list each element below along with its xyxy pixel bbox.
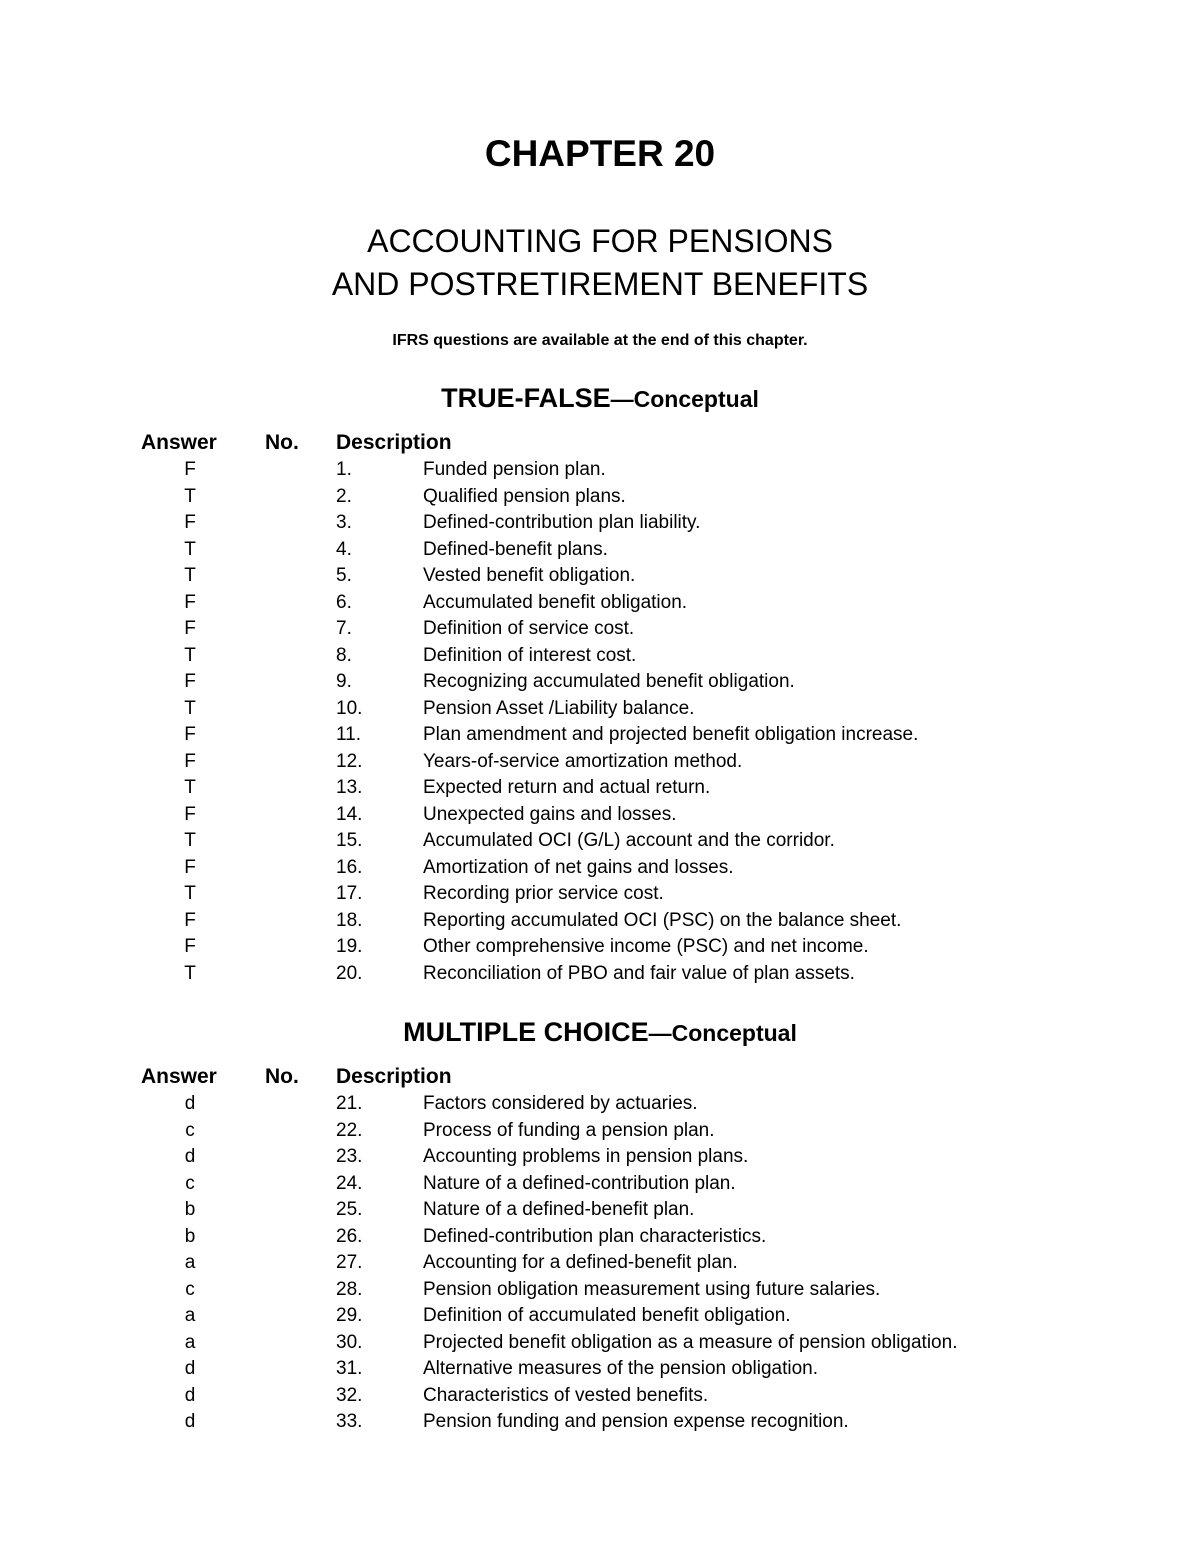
description-cell: Recognizing accumulated benefit obligation. [423, 671, 795, 692]
description-cell: Definition of accumulated benefit obligation. [423, 1305, 791, 1326]
list-item [0, 1197, 1200, 1224]
description-cell: Process of funding a pension plan. [423, 1119, 715, 1141]
description-cell: Characteristics of vested benefits. [423, 1384, 709, 1406]
list-item [0, 510, 1200, 537]
multiple-choice-heading [0, 1015, 1200, 1050]
answer-cell: F [184, 671, 196, 692]
number-cell: 2. [336, 485, 352, 507]
number-cell: 17. [336, 883, 363, 904]
answer-cell: T [184, 777, 196, 798]
list-item [0, 1277, 1200, 1304]
description-cell: Years-of-service amortization method. [423, 750, 743, 772]
list-item [0, 961, 1200, 988]
description-cell: Defined-contribution plan characteristics. [423, 1225, 767, 1247]
description-cell: Plan amendment and projected benefit obligation increase. [423, 724, 919, 745]
list-item [0, 1118, 1200, 1145]
number-cell: 15. [336, 830, 363, 851]
list-item [0, 457, 1200, 484]
number-cell: 3. [336, 512, 352, 533]
description-cell: Definition of service cost. [423, 618, 635, 639]
list-item [0, 484, 1200, 511]
list-item [0, 828, 1200, 855]
list-item [0, 802, 1200, 829]
description-cell: Nature of a defined-contribution plan. [423, 1172, 736, 1194]
description-column-header: Description [336, 431, 452, 454]
list-item [0, 934, 1200, 961]
answer-cell: T [184, 883, 196, 904]
description-cell: Unexpected gains and losses. [423, 803, 677, 825]
description-cell: Accumulated OCI (G/L) account and the corridor. [423, 830, 835, 851]
number-cell: 5. [336, 565, 352, 586]
answer-cell: T [184, 644, 196, 666]
list-item [0, 1330, 1200, 1357]
answer-cell: c [185, 1278, 195, 1300]
number-column-header: No. [265, 1065, 299, 1088]
chapter-heading: CHAPTER 20 [484, 133, 716, 174]
number-cell: 7. [336, 618, 352, 639]
list-item [0, 855, 1200, 882]
number-column-header: No. [265, 431, 299, 454]
description-cell: Vested benefit obligation. [423, 565, 636, 586]
answer-cell: F [184, 750, 196, 772]
list-item [0, 908, 1200, 935]
ifrs-note: IFRS questions are available at the end of this chapter. [392, 332, 808, 349]
description-cell: Reporting accumulated OCI (PSC) on the balance sheet. [423, 909, 902, 931]
description-cell: Pension funding and pension expense recognition. [423, 1411, 849, 1432]
description-cell: Expected return and actual return. [423, 777, 711, 798]
number-cell: 29. [336, 1305, 363, 1326]
list-item [0, 1171, 1200, 1198]
answer-cell: F [184, 591, 196, 613]
number-cell: 9. [336, 671, 352, 692]
answer-cell: b [184, 1225, 196, 1247]
number-cell: 10. [336, 697, 363, 719]
chapter-title-line-2: AND POSTRETIREMENT BENEFITS [331, 266, 869, 302]
list-item [0, 1144, 1200, 1171]
number-cell: 24. [336, 1172, 363, 1194]
answer-cell: F [184, 936, 196, 957]
description-cell: Accounting problems in pension plans. [423, 1146, 749, 1167]
number-cell: 30. [336, 1331, 363, 1353]
multiple-choice-heading-sub: —Conceptual [648, 1020, 797, 1046]
chapter-title-line-1: ACCOUNTING FOR PENSIONS [367, 223, 833, 259]
answer-cell: F [184, 724, 196, 745]
description-cell: Funded pension plan. [423, 459, 606, 480]
answer-cell: a [184, 1305, 196, 1326]
true-false-heading [0, 381, 1200, 416]
description-cell: Other comprehensive income (PSC) and net income. [423, 936, 869, 957]
answer-cell: c [185, 1172, 195, 1194]
number-cell: 18. [336, 909, 363, 931]
list-item [0, 1303, 1200, 1330]
description-cell: Amortization of net gains and losses. [423, 856, 734, 878]
number-cell: 4. [336, 538, 352, 560]
multiple-choice-list [0, 1091, 1200, 1436]
list-item [0, 563, 1200, 590]
description-cell: Pension obligation measurement using future salaries. [423, 1278, 881, 1300]
description-cell: Projected benefit obligation as a measure of pension obligation. [423, 1331, 958, 1353]
list-item [0, 1383, 1200, 1410]
number-cell: 23. [336, 1146, 363, 1167]
true-false-heading-main: TRUE-FALSE [441, 383, 611, 413]
true-false-list [0, 457, 1200, 987]
list-item [0, 1250, 1200, 1277]
list-item [0, 643, 1200, 670]
number-cell: 33. [336, 1411, 363, 1432]
list-item [0, 1091, 1200, 1118]
answer-cell: a [184, 1252, 196, 1273]
answer-cell: T [184, 565, 196, 586]
true-false-heading-sub: —Conceptual [610, 386, 759, 412]
list-item [0, 669, 1200, 696]
list-item [0, 616, 1200, 643]
answer-cell: d [184, 1411, 196, 1432]
description-cell: Defined-benefit plans. [423, 538, 608, 560]
number-cell: 27. [336, 1252, 363, 1273]
answer-cell: d [184, 1146, 196, 1167]
answer-cell: c [185, 1119, 195, 1141]
answer-cell: F [184, 803, 196, 825]
number-cell: 19. [336, 936, 363, 957]
list-item [0, 1224, 1200, 1251]
true-false-column-header [0, 430, 1200, 456]
description-cell: Accounting for a defined-benefit plan. [423, 1252, 738, 1273]
list-item [0, 537, 1200, 564]
answer-column-header: Answer [141, 431, 217, 454]
answer-column-header: Answer [141, 1065, 217, 1088]
number-cell: 22. [336, 1119, 363, 1141]
list-item [0, 775, 1200, 802]
multiple-choice-heading-main: MULTIPLE CHOICE [403, 1017, 649, 1047]
answer-cell: b [184, 1199, 196, 1220]
number-cell: 16. [336, 856, 363, 878]
answer-cell: F [184, 909, 196, 931]
list-item [0, 1356, 1200, 1383]
list-item [0, 696, 1200, 723]
number-cell: 6. [336, 591, 352, 613]
answer-cell: T [184, 830, 196, 851]
number-cell: 12. [336, 750, 363, 772]
list-item [0, 590, 1200, 617]
description-cell: Qualified pension plans. [423, 485, 626, 507]
answer-cell: d [184, 1358, 196, 1379]
list-item [0, 722, 1200, 749]
number-cell: 8. [336, 644, 352, 666]
answer-cell: d [184, 1093, 196, 1114]
number-cell: 13. [336, 777, 363, 798]
description-cell: Reconciliation of PBO and fair value of plan assets. [423, 962, 855, 984]
description-column-header: Description [336, 1065, 452, 1088]
description-cell: Nature of a defined-benefit plan. [423, 1199, 695, 1220]
list-item [0, 881, 1200, 908]
number-cell: 25. [336, 1199, 363, 1220]
answer-cell: T [184, 962, 196, 984]
answer-cell: F [184, 512, 196, 533]
answer-cell: F [184, 618, 196, 639]
description-cell: Definition of interest cost. [423, 644, 637, 666]
number-cell: 26. [336, 1225, 363, 1247]
number-cell: 28. [336, 1278, 363, 1300]
number-cell: 21. [336, 1093, 363, 1114]
number-cell: 11. [336, 724, 362, 745]
answer-cell: d [184, 1384, 196, 1406]
answer-cell: T [184, 538, 196, 560]
number-cell: 14. [336, 803, 363, 825]
list-item [0, 749, 1200, 776]
answer-cell: T [184, 697, 196, 719]
description-cell: Accumulated benefit obligation. [423, 591, 688, 613]
multiple-choice-column-header [0, 1064, 1200, 1090]
answer-cell: T [184, 485, 196, 507]
number-cell: 31. [336, 1358, 363, 1379]
answer-cell: F [184, 459, 196, 480]
description-cell: Recording prior service cost. [423, 883, 664, 904]
answer-cell: a [184, 1331, 196, 1353]
answer-cell: F [184, 856, 196, 878]
number-cell: 1. [336, 459, 352, 480]
description-cell: Alternative measures of the pension obligation. [423, 1358, 819, 1379]
description-cell: Factors considered by actuaries. [423, 1093, 698, 1114]
list-item [0, 1409, 1200, 1436]
description-cell: Defined-contribution plan liability. [423, 512, 701, 533]
number-cell: 32. [336, 1384, 363, 1406]
description-cell: Pension Asset /Liability balance. [423, 697, 695, 719]
number-cell: 20. [336, 962, 363, 984]
